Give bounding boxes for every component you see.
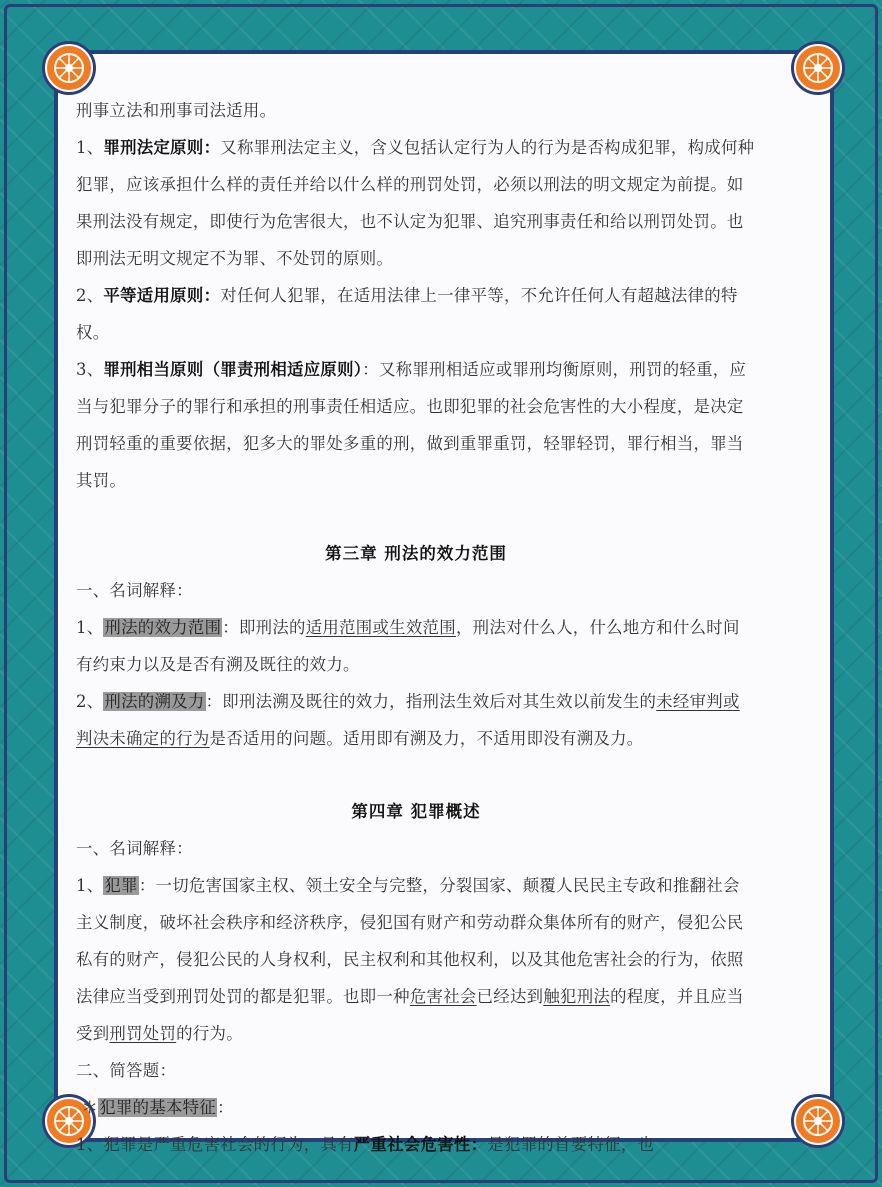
definition-text: ：一切危害国家主权、领土安全与完整，分裂国家、颠覆人民民主专政和推翻社会主义制度，破坏社会秩序和经济秩序，侵犯国有财产和劳动群众集体所有的财产，侵犯公民私有的财产，侵犯公民的人身权利，民主权利和其他权利，以及其他危害社会的行为，依照法律应当受到刑罚处罚的都是犯罪。也即一种 <box>76 876 744 1006</box>
bullet-icon: ＊ <box>81 1098 99 1117</box>
definition-item <box>76 683 756 757</box>
corner-ornament-icon <box>45 44 93 92</box>
bold-phrase: 严重社会危害性： <box>353 1135 488 1154</box>
document-content <box>76 92 756 1163</box>
definition-text: 是否适用的问题。适用即有溯及力，不适用即没有溯及力。 <box>209 729 644 748</box>
item-number: 3、 <box>76 360 104 379</box>
definition-item <box>76 609 756 683</box>
item-number: 2、 <box>76 692 104 711</box>
underlined-phrase: 未经审判或判决未确定的行为 <box>76 692 740 748</box>
definition-text: 的行为。 <box>176 1024 243 1043</box>
item-number: 2、 <box>76 286 104 305</box>
underlined-phrase: 刑罚处罚 <box>109 1024 177 1043</box>
chapter-4-section-1: 一、名词解释： <box>76 839 193 858</box>
definition-text: 的程度，并且应当受到 <box>76 987 744 1043</box>
highlighted-term: 刑法的效力范围 <box>104 618 222 637</box>
underlined-phrase: 触犯刑法 <box>543 987 611 1006</box>
item-number: 1、 <box>76 1135 104 1154</box>
definition-item <box>76 867 756 1052</box>
highlighted-term: 犯罪 <box>104 876 138 895</box>
definition-text: 已经达到 <box>476 987 544 1006</box>
definition-text: ：即刑法溯及既往的效力，指刑法生效后对其生效以前发生的 <box>205 692 657 711</box>
principle-title: 平等适用原则： <box>103 286 221 305</box>
principle-text: 对任何人犯罪，在适用法律上一律平等，不允许任何人有超越法律的特权。 <box>76 286 738 342</box>
underlined-phrase: 危害社会 <box>409 987 477 1006</box>
principle-text: 又称罪刑法定主义，含义包括认定行为人的行为是否构成犯罪，构成何种犯罪，应该承担什么样的责任并给以什么样的刑罚处罚，必须以刑法的明文规定为前提。如果刑法没有规定，即使行为危害很大，也不认定为犯罪、追究刑事责任和给以刑罚处罚。也即刑法无明文规定不为罪、不处罚的原则。 <box>76 138 755 268</box>
chapter-3-section: 一、名词解释： <box>76 581 193 600</box>
chapter-3-heading: 第三章 刑法的效力范围 <box>325 544 507 563</box>
corner-ornament-icon <box>794 44 842 92</box>
principle-text: ：又称罪刑相适应或罪刑均衡原则，刑罚的轻重，应当与犯罪分子的罪行和承担的刑事责任相适应。也即犯罪的社会危害性的大小程度，是决定刑罚轻重的重要依据，犯多大的罪处多重的刑，做到重罪重罚，轻罪轻罚，罪行相当，罪当其罚。 <box>76 360 747 490</box>
highlighted-term: 刑法的溯及力 <box>104 692 205 711</box>
feature-heading <box>76 1089 756 1126</box>
feature-text: 是犯罪的首要特征，也 <box>487 1135 655 1154</box>
highlighted-term: 犯罪的基本特征 <box>99 1098 217 1117</box>
definition-text: ：即刑法的 <box>222 618 306 637</box>
definition-text: ，刑法对什么人，什么地方和什么时间有约束力以及是否有溯及既往的效力。 <box>76 618 740 674</box>
underlined-phrase: 适用范围或生效范围 <box>305 618 456 637</box>
feature-item <box>76 1126 756 1163</box>
item-number: 1、 <box>76 618 104 637</box>
item-number: 1、 <box>76 876 104 895</box>
corner-ornament-icon <box>794 1097 842 1145</box>
principle-1 <box>76 129 756 277</box>
chapter-4-heading: 第四章 犯罪概述 <box>351 802 481 821</box>
intro-line: 刑事立法和刑事司法适用。 <box>76 101 277 120</box>
principle-3 <box>76 351 756 499</box>
principle-2 <box>76 277 756 351</box>
chapter-4-section-2: 二、简答题： <box>76 1061 177 1080</box>
colon: ： <box>217 1098 234 1117</box>
item-number: 1、 <box>76 138 104 157</box>
principle-title: 罪刑法定原则： <box>103 138 221 157</box>
feature-text: 犯罪是严重危害社会的行为，具有 <box>103 1135 354 1154</box>
principle-title: 罪刑相当原则（罪责刑相适应原则） <box>103 360 363 379</box>
